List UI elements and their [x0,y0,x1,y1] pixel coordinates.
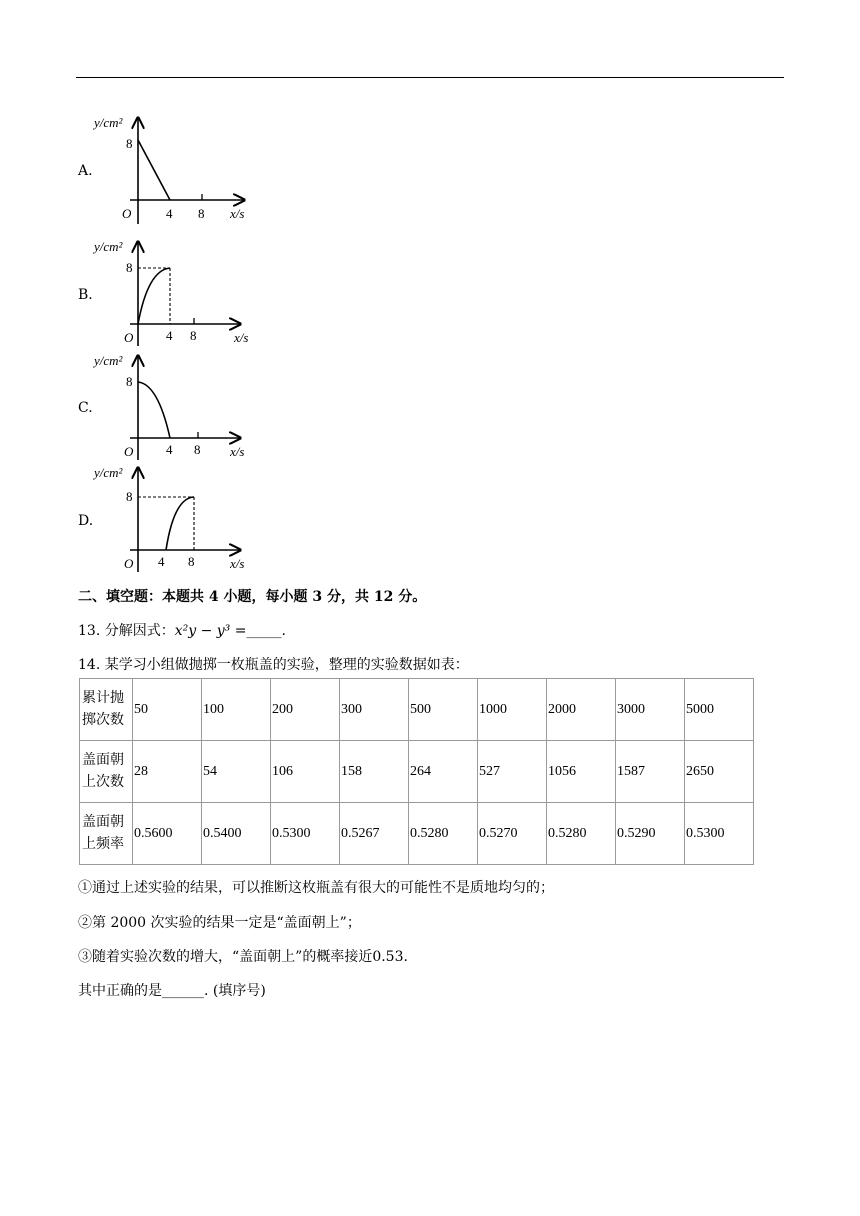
table-cell: 300 [340,679,409,741]
graph-curve [138,268,170,324]
y-axis-label: y/cm² [94,353,123,368]
table-cell: 106 [271,741,340,803]
q13-blank[interactable]: _____ [246,623,282,639]
table-cell: 1056 [547,741,616,803]
y-tick-8: 8 [126,136,133,151]
statement-1: ①通过上述实验的结果，可以推断这枚瓶盖有很大的可能性不是质地均匀的； [78,880,554,896]
x-axis-label: x/s [230,444,245,459]
x-axis-label: x/s [234,330,249,345]
table-cell: 0.5267 [340,803,409,865]
table-row [80,679,754,741]
y-axis-label: y/cm² [94,465,123,480]
x-axis-label: x/s [230,556,245,571]
table-cell: 2650 [685,741,754,803]
option-a-label: A. [78,163,93,179]
graph-curve [138,382,170,438]
table-cell: 50 [133,679,202,741]
table-cell: 0.5290 [616,803,685,865]
row-header: 累计抛 掷次数 [80,679,133,741]
x-tick-4: 4 [166,328,173,343]
option-c-graph [90,348,260,466]
table-cell: 500 [409,679,478,741]
table-cell: 0.5400 [202,803,271,865]
x-axis-label: x/s [230,206,245,221]
table-row [80,803,754,865]
option-d-graph [90,460,260,578]
option-d-label: D. [78,513,94,529]
table-cell: 5000 [685,679,754,741]
table-cell: 0.5300 [271,803,340,865]
origin-label: O [124,556,134,571]
y-tick-8: 8 [126,374,133,389]
y-axis-label: y/cm² [94,239,123,254]
y-tick-8: 8 [126,489,133,504]
table-cell: 28 [133,741,202,803]
y-axis-label: y/cm² [94,115,123,130]
table-cell: 1587 [616,741,685,803]
option-c-label: C. [78,400,93,416]
table-cell: 54 [202,741,271,803]
table-cell: 2000 [547,679,616,741]
x-tick-4: 4 [158,554,165,569]
q13-prefix: 13. 分解因式： [78,623,175,639]
table-row [80,741,754,803]
question-14-stem: 14. 某学习小组做抛掷一枚瓶盖的实验，整理的实验数据如表： [78,657,469,673]
table-cell: 0.5300 [685,803,754,865]
header-rule [76,77,784,78]
option-b-label: B. [78,287,93,303]
option-a-graph [90,110,260,228]
statement-2: ②第 2000 次实验的结果一定是“盖面朝上”； [78,915,361,931]
table-cell: 3000 [616,679,685,741]
origin-label: O [122,206,132,221]
table-cell: 100 [202,679,271,741]
question-13 [78,620,286,640]
table-cell: 1000 [478,679,547,741]
q13-end: . [281,623,286,639]
row-header: 盖面朝 上次数 [80,741,133,803]
x-tick-8: 8 [188,554,195,569]
section-heading: 二、填空题：本题共 4 小题，每小题 3 分，共 12 分。 [78,589,427,605]
x-tick-8: 8 [190,328,197,343]
table-cell: 0.5280 [547,803,616,865]
table-cell: 527 [478,741,547,803]
table-cell: 158 [340,741,409,803]
table-cell: 0.5270 [478,803,547,865]
q13-expression: x²y − y³ = [174,623,247,639]
x-tick-4: 4 [166,206,173,221]
x-tick-4: 4 [166,442,173,457]
table-cell: 200 [271,679,340,741]
x-tick-8: 8 [194,442,201,457]
table-cell: 0.5600 [133,803,202,865]
statement-3: ③随着实验次数的增大，“盖面朝上”的概率接近0.53. [78,949,408,965]
x-tick-8: 8 [198,206,205,221]
table-cell: 264 [409,741,478,803]
graph-line-segment [138,140,170,200]
table-cell: 0.5280 [409,803,478,865]
origin-label: O [124,330,134,345]
option-b-graph [90,234,260,352]
graph-curve [166,497,194,550]
row-header: 盖面朝 上频率 [80,803,133,865]
experiment-table [79,678,754,865]
question-14-prompt: 其中正确的是______. (填序号) [78,983,266,999]
y-tick-8: 8 [126,260,133,275]
origin-label: O [124,444,134,459]
